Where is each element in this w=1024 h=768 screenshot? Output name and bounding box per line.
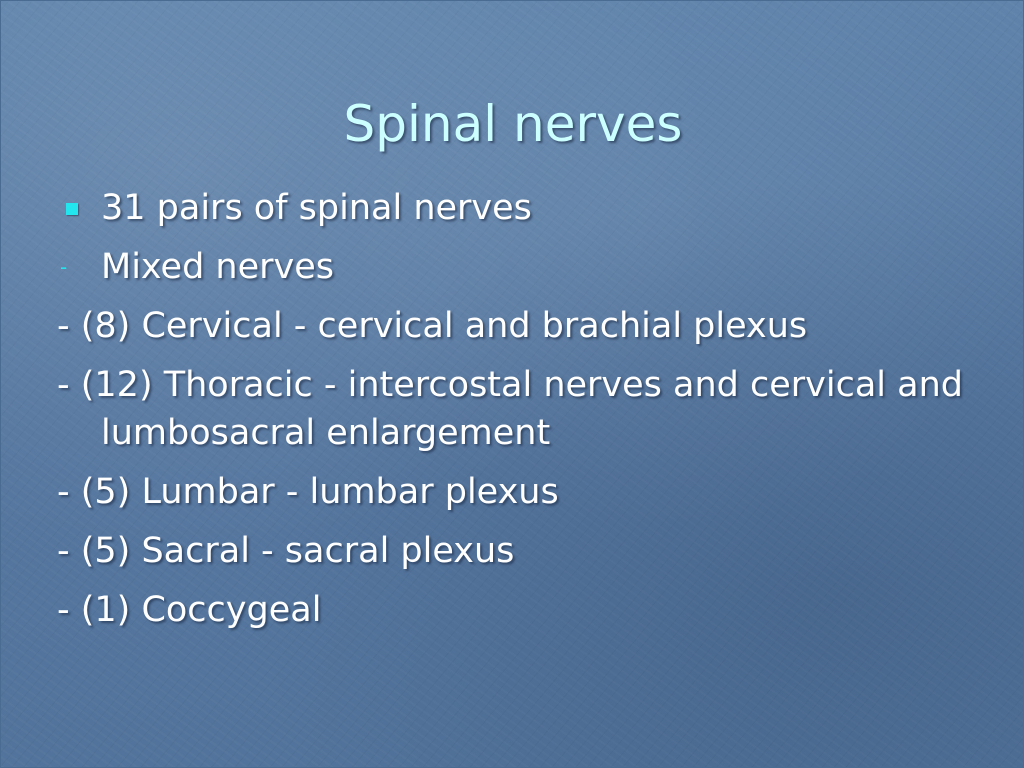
list-item — [57, 184, 977, 232]
list-item — [57, 527, 977, 575]
list-item-text: - (8) Cervical - cervical and brachial plexus — [57, 306, 808, 346]
dash-bullet-icon: - — [60, 255, 68, 279]
list-item — [57, 302, 977, 350]
list-item-text: - (5) Sacral - sacral plexus — [57, 531, 515, 571]
list-item-text: Mixed nerves — [101, 247, 335, 287]
list-item-text: 31 pairs of spinal nerves — [101, 188, 532, 228]
square-bullet-icon — [66, 203, 78, 215]
slide-title: Spinal nerves — [343, 95, 683, 153]
list-item-text: - (5) Lumbar - lumbar plexus — [57, 472, 559, 512]
list-item-text: - (12) Thoracic - intercostal nerves and cervical and lumbosacral enlargement — [57, 365, 964, 453]
slide-body — [57, 184, 977, 645]
list-item-text: - (1) Coccygeal — [57, 590, 322, 630]
list-item — [57, 468, 977, 516]
list-item — [57, 361, 977, 457]
list-item — [57, 586, 977, 634]
list-item — [57, 243, 977, 291]
